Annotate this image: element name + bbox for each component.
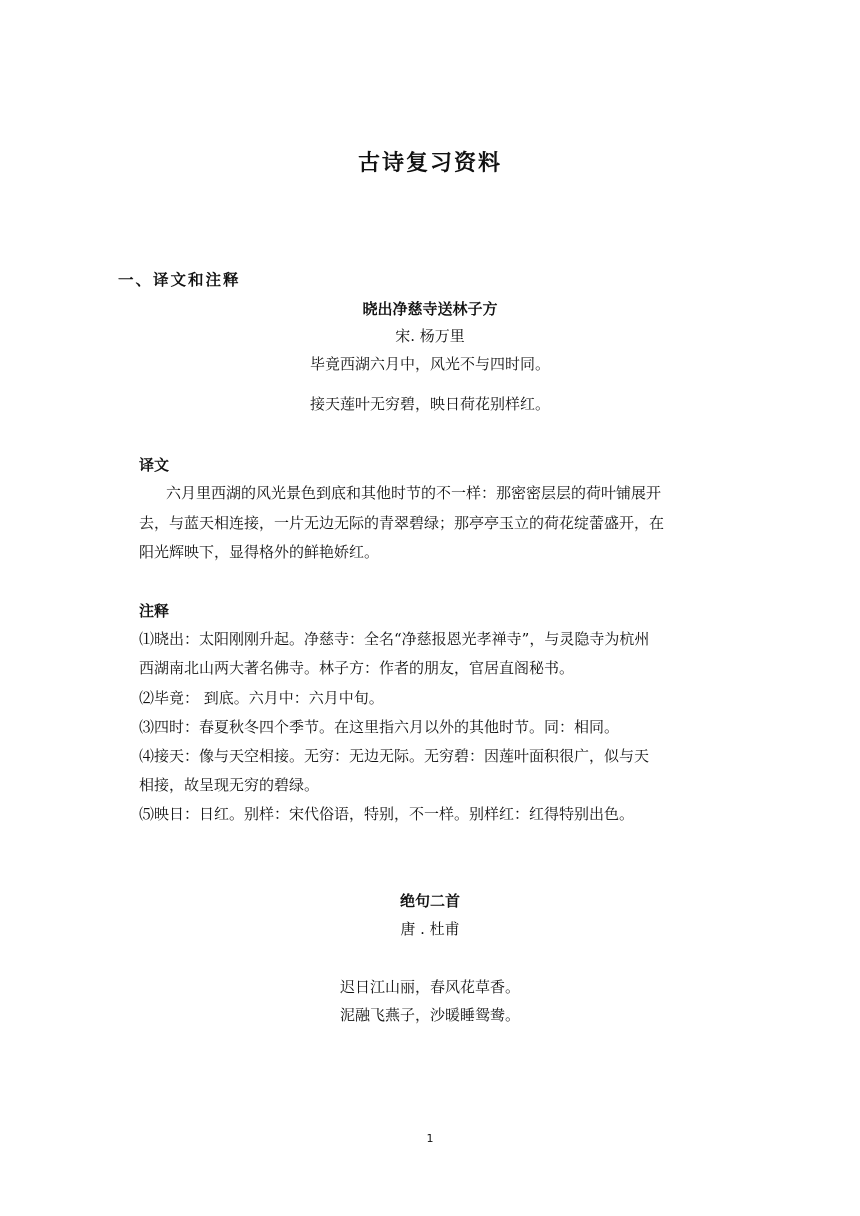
section-heading: 一、译文和注释 xyxy=(118,271,241,289)
translation-line: 六月里西湖的风光景色到底和其他时节的不一样：那密密层层的荷叶铺展开 xyxy=(166,484,662,502)
poem-line: 迟日江山丽，春风花草香。 xyxy=(339,978,520,996)
poem-line: 接天莲叶无穷碧，映日荷花别样红。 xyxy=(309,395,550,413)
poem-title: 绝句二首 xyxy=(399,892,460,910)
translation-line: 阳光辉映下，显得格外的鲜艳娇红。 xyxy=(139,543,380,561)
note-line: ⑴晓出：太阳刚刚升起。净慈寺：全名“净慈报恩光孝禅寺”，与灵隐寺为杭州 xyxy=(139,630,650,648)
poem-title: 晓出净慈寺送林子方 xyxy=(362,300,498,318)
note-line: ⑸映日：日红。别样：宋代俗语，特别，不一样。别样红：红得特别出色。 xyxy=(139,805,635,823)
translation-heading: 译文 xyxy=(139,456,170,474)
poem-author: 唐 . 杜甫 xyxy=(400,920,460,938)
translation-line: 去，与蓝天相连接，一片无边无际的青翠碧绿；那亭亭玉立的荷花绽蕾盛开，在 xyxy=(139,514,665,532)
poem-line: 毕竟西湖六月中，风光不与四时同。 xyxy=(309,355,550,373)
notes-heading: 注释 xyxy=(139,602,170,620)
note-line: ⑵毕竟： 到底。六月中：六月中旬。 xyxy=(139,689,384,707)
note-line: 相接，故呈现无穷的碧绿。 xyxy=(139,776,320,794)
page-number: 1 xyxy=(426,1132,434,1145)
note-line: 西湖南北山两大著名佛寺。林子方：作者的朋友，官居直阁秘书。 xyxy=(139,659,575,677)
document-title: 古诗复习资料 xyxy=(357,151,502,176)
poem-line: 泥融飞燕子，沙暖睡鸳鸯。 xyxy=(339,1006,520,1024)
note-line: ⑷接天：像与天空相接。无穷：无边无际。无穷碧：因莲叶面积很广，似与天 xyxy=(139,747,650,765)
note-line: ⑶四时：春夏秋冬四个季节。在这里指六月以外的其他时节。同：相同。 xyxy=(139,718,620,736)
poem-author: 宋. 杨万里 xyxy=(395,327,465,345)
